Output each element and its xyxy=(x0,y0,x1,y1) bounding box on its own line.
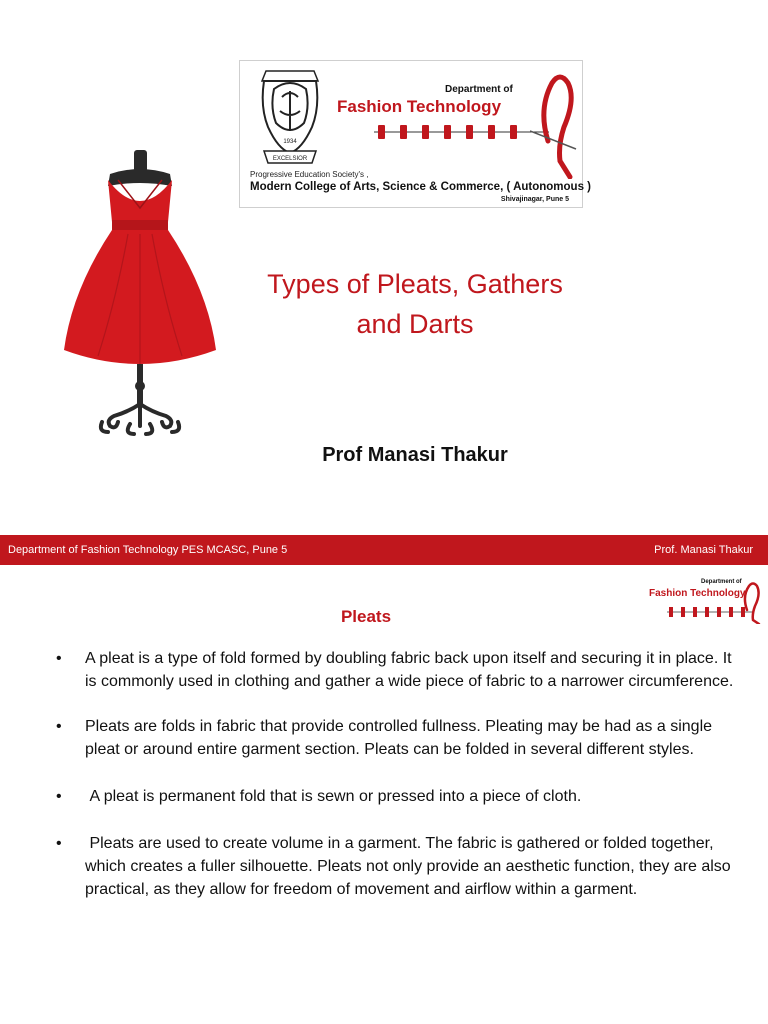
mini-logo-dept-of: Department of xyxy=(701,579,742,585)
svg-text:1934: 1934 xyxy=(283,139,297,145)
logo-college-name: Modern College of Arts, Science & Commerce, ( Autonomous ) xyxy=(250,181,591,193)
footer-author: Prof. Manasi Thakur xyxy=(654,544,753,556)
bullet-text: A pleat is permanent fold that is sewn or pressed into a piece of cloth. xyxy=(85,788,582,805)
svg-text:EXCELSIOR: EXCELSIOR xyxy=(272,156,308,162)
list-item xyxy=(56,715,736,761)
slide-title-line2: and Darts xyxy=(356,309,474,339)
footer-department: Department of Fashion Technology PES MCASC, Pune 5 xyxy=(8,544,288,556)
logo-place: Shivajinagar, Pune 5 xyxy=(500,196,569,203)
college-logo xyxy=(239,60,591,208)
list-item xyxy=(56,647,736,693)
logo-dept-of: Department of xyxy=(445,84,513,95)
slide-title-line1: Types of Pleats, Gathers xyxy=(267,269,563,299)
mini-needle-thread-icon xyxy=(739,580,763,624)
bullet-text: Pleats are folds in fabric that provide controlled fullness. Pleating may be had as a single pleat or around entire garment section. Pleats can be folded in several different styles. xyxy=(85,718,713,758)
list-item xyxy=(56,785,736,808)
bullet-list xyxy=(56,647,736,901)
college-seal-icon xyxy=(258,67,322,167)
bullet-text: Pleats are used to create volume in a garment. The fabric is gathered or folded together, which creates a fuller silhouette. Pleats not only provide an aesthetic function, they are also practical, as they allow for freedom of movement and airflow within a garment. xyxy=(85,835,736,898)
logo-society: Progressive Education Society's , xyxy=(250,170,369,179)
bullet-marker: • xyxy=(56,788,62,805)
mini-logo-dept-name: Fashion Technology xyxy=(649,588,746,599)
list-item xyxy=(56,832,736,901)
slide-title xyxy=(210,264,620,344)
pleats-slide xyxy=(0,565,768,1024)
section-heading: Pleats xyxy=(340,607,392,626)
author-name: Prof Manasi Thakur xyxy=(322,444,508,466)
thread-spools-icon xyxy=(374,121,554,143)
logo-dept-name: Fashion Technology xyxy=(337,97,502,116)
bullet-text: A pleat is a type of fold formed by doubling fabric back upon itself and securing it in place. It is commonly used in clothing and gather a wide piece of fabric to a narrower circumference. xyxy=(85,650,734,690)
needle-thread-icon xyxy=(530,69,585,179)
bullet-marker: • xyxy=(56,718,62,735)
slide-footer-bar xyxy=(0,535,768,565)
bullet-marker: • xyxy=(56,835,62,852)
bullet-marker: • xyxy=(56,650,62,667)
red-dress-on-mannequin-image xyxy=(58,150,223,440)
